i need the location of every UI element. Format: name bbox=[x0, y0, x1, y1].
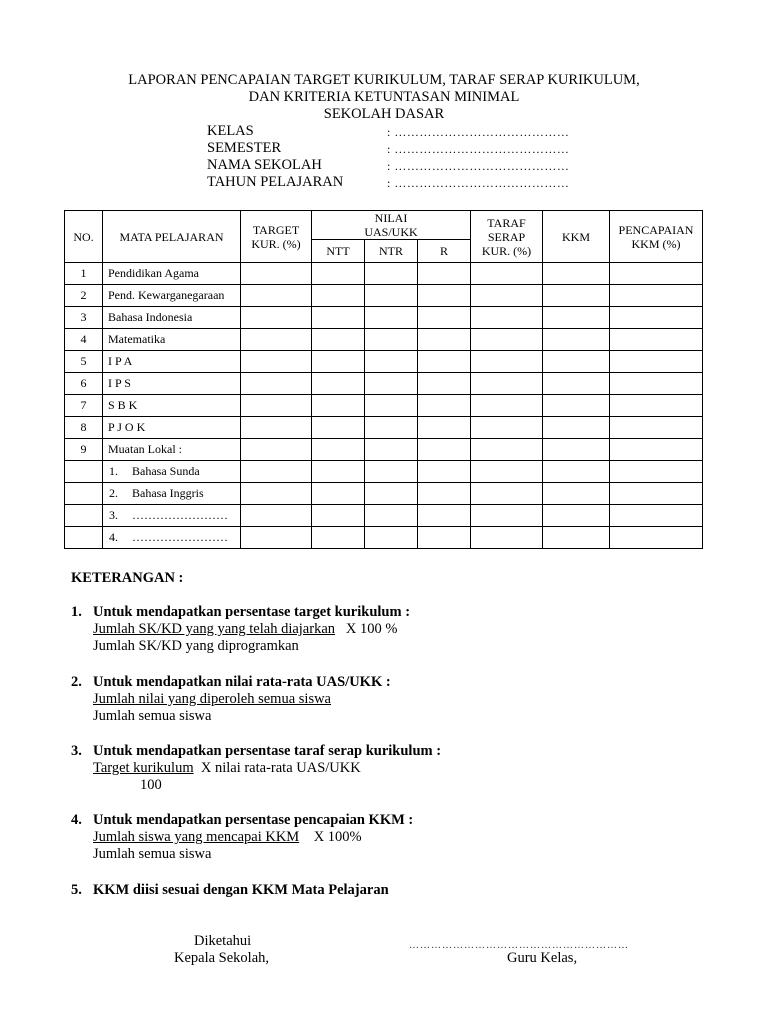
sub-subject: …………………… bbox=[132, 530, 228, 544]
entry-cell[interactable] bbox=[241, 439, 312, 461]
entry-cell[interactable] bbox=[365, 461, 418, 483]
entry-cell[interactable] bbox=[543, 351, 610, 373]
entry-cell[interactable] bbox=[418, 483, 471, 505]
entry-cell[interactable] bbox=[471, 461, 543, 483]
entry-cell[interactable] bbox=[610, 329, 703, 351]
field-label: KELAS bbox=[207, 123, 254, 139]
table-row bbox=[65, 307, 703, 329]
entry-cell[interactable] bbox=[312, 263, 365, 285]
entry-cell[interactable] bbox=[471, 527, 543, 549]
entry-cell[interactable] bbox=[543, 395, 610, 417]
row-subject: Pendidikan Agama bbox=[103, 263, 241, 285]
entry-cell[interactable] bbox=[365, 285, 418, 307]
entry-cell[interactable] bbox=[241, 417, 312, 439]
entry-cell[interactable] bbox=[365, 527, 418, 549]
entry-cell[interactable] bbox=[610, 373, 703, 395]
sig-kepala-sekolah: Kepala Sekolah, bbox=[174, 950, 270, 966]
entry-cell[interactable] bbox=[543, 263, 610, 285]
entry-cell[interactable] bbox=[312, 417, 365, 439]
table-subrow bbox=[65, 505, 703, 527]
entry-cell[interactable] bbox=[471, 395, 543, 417]
sub-number: 3. bbox=[109, 508, 118, 522]
row-subject: Matematika bbox=[103, 329, 241, 351]
achievement-table bbox=[64, 210, 703, 549]
entry-cell[interactable] bbox=[543, 417, 610, 439]
table-subrow bbox=[65, 483, 703, 505]
report-title-line-1: LAPORAN PENCAPAIAN TARGET KURIKULUM, TARAF SERAP KURIKULUM, bbox=[128, 72, 640, 88]
entry-cell[interactable] bbox=[610, 483, 703, 505]
entry-cell[interactable] bbox=[312, 483, 365, 505]
entry-cell[interactable] bbox=[241, 461, 312, 483]
header-target: TARGET KUR. (%) bbox=[241, 211, 312, 263]
entry-cell[interactable] bbox=[610, 395, 703, 417]
entry-cell[interactable] bbox=[543, 461, 610, 483]
row-subject: Pend. Kewarganegaraan bbox=[103, 285, 241, 307]
sig-diketahui: Diketahui bbox=[194, 933, 252, 949]
entry-cell[interactable] bbox=[241, 505, 312, 527]
entry-cell[interactable] bbox=[312, 527, 365, 549]
row-subject bbox=[103, 461, 241, 483]
entry-cell[interactable] bbox=[365, 263, 418, 285]
entry-cell[interactable] bbox=[543, 329, 610, 351]
header-r: R bbox=[418, 240, 471, 263]
notes-heading: KETERANGAN : bbox=[71, 570, 184, 586]
entry-cell[interactable] bbox=[418, 439, 471, 461]
entry-cell[interactable] bbox=[312, 285, 365, 307]
entry-cell[interactable] bbox=[418, 417, 471, 439]
entry-cell[interactable] bbox=[241, 263, 312, 285]
entry-cell[interactable] bbox=[543, 307, 610, 329]
table-row bbox=[65, 439, 703, 461]
entry-cell[interactable] bbox=[365, 439, 418, 461]
entry-cell[interactable] bbox=[365, 483, 418, 505]
entry-cell[interactable] bbox=[312, 461, 365, 483]
field-value-tahun-pelajaran[interactable]: : …………………………………… bbox=[387, 176, 570, 190]
table-row bbox=[65, 285, 703, 307]
field-value-kelas[interactable]: : …………………………………… bbox=[387, 125, 570, 139]
report-title-line-3: SEKOLAH DASAR bbox=[323, 106, 445, 122]
table-row bbox=[65, 395, 703, 417]
row-number bbox=[65, 505, 103, 527]
row-number bbox=[65, 483, 103, 505]
entry-cell[interactable] bbox=[418, 527, 471, 549]
entry-cell[interactable] bbox=[241, 395, 312, 417]
row-number: 3 bbox=[65, 307, 103, 329]
sub-number: 2. bbox=[109, 486, 118, 500]
sub-subject: …………………… bbox=[132, 508, 228, 522]
entry-cell[interactable] bbox=[471, 329, 543, 351]
entry-cell[interactable] bbox=[241, 527, 312, 549]
entry-cell[interactable] bbox=[610, 263, 703, 285]
entry-cell[interactable] bbox=[471, 439, 543, 461]
row-number: 4 bbox=[65, 329, 103, 351]
entry-cell[interactable] bbox=[241, 307, 312, 329]
entry-cell[interactable] bbox=[610, 439, 703, 461]
row-number bbox=[65, 461, 103, 483]
entry-cell[interactable] bbox=[365, 329, 418, 351]
sub-number: 4. bbox=[109, 530, 118, 544]
entry-cell[interactable] bbox=[312, 395, 365, 417]
entry-cell[interactable] bbox=[610, 351, 703, 373]
entry-cell[interactable] bbox=[610, 307, 703, 329]
entry-cell[interactable] bbox=[418, 461, 471, 483]
row-subject: I P A bbox=[103, 351, 241, 373]
entry-cell[interactable] bbox=[312, 329, 365, 351]
entry-cell[interactable] bbox=[471, 263, 543, 285]
entry-cell[interactable] bbox=[471, 483, 543, 505]
entry-cell[interactable] bbox=[418, 285, 471, 307]
entry-cell[interactable] bbox=[241, 285, 312, 307]
entry-cell[interactable] bbox=[610, 285, 703, 307]
row-subject: Muatan Lokal : bbox=[103, 439, 241, 461]
sig-guru-name-line[interactable]: …………………………………………………… bbox=[409, 940, 629, 951]
entry-cell[interactable] bbox=[543, 483, 610, 505]
entry-cell[interactable] bbox=[610, 417, 703, 439]
field-value-semester[interactable]: : …………………………………… bbox=[387, 142, 570, 156]
entry-cell[interactable] bbox=[471, 505, 543, 527]
entry-cell[interactable] bbox=[365, 351, 418, 373]
sub-number: 1. bbox=[109, 464, 118, 478]
header-subject: MATA PELAJARAN bbox=[103, 211, 241, 263]
row-number: 1 bbox=[65, 263, 103, 285]
header-nilai: NILAI UAS/UKK bbox=[312, 211, 471, 240]
table-row bbox=[65, 417, 703, 439]
entry-cell[interactable] bbox=[312, 307, 365, 329]
table-row bbox=[65, 373, 703, 395]
entry-cell[interactable] bbox=[418, 351, 471, 373]
row-number: 7 bbox=[65, 395, 103, 417]
row-subject: Bahasa Indonesia bbox=[103, 307, 241, 329]
table-row bbox=[65, 329, 703, 351]
sub-subject: Bahasa Sunda bbox=[132, 464, 200, 478]
row-number: 2 bbox=[65, 285, 103, 307]
row-subject bbox=[103, 483, 241, 505]
entry-cell[interactable] bbox=[610, 461, 703, 483]
entry-cell[interactable] bbox=[543, 285, 610, 307]
entry-cell[interactable] bbox=[543, 505, 610, 527]
entry-cell[interactable] bbox=[241, 351, 312, 373]
entry-cell[interactable] bbox=[241, 329, 312, 351]
table-row bbox=[65, 263, 703, 285]
entry-cell[interactable] bbox=[241, 373, 312, 395]
entry-cell[interactable] bbox=[365, 395, 418, 417]
table-subrow bbox=[65, 461, 703, 483]
header-ntr: NTR bbox=[365, 240, 418, 263]
entry-cell[interactable] bbox=[418, 329, 471, 351]
header-ntt: NTT bbox=[312, 240, 365, 263]
row-subject bbox=[103, 505, 241, 527]
entry-cell[interactable] bbox=[610, 505, 703, 527]
entry-cell[interactable] bbox=[418, 307, 471, 329]
entry-cell[interactable] bbox=[610, 527, 703, 549]
row-subject bbox=[103, 527, 241, 549]
entry-cell[interactable] bbox=[365, 307, 418, 329]
entry-cell[interactable] bbox=[312, 439, 365, 461]
row-subject: S B K bbox=[103, 395, 241, 417]
field-value-nama-sekolah[interactable]: : …………………………………… bbox=[387, 159, 570, 173]
table-subrow bbox=[65, 527, 703, 549]
row-subject: P J O K bbox=[103, 417, 241, 439]
header-pencapaian: PENCAPAIAN KKM (%) bbox=[610, 211, 703, 263]
report-title-line-2: DAN KRITERIA KETUNTASAN MINIMAL bbox=[248, 89, 520, 105]
row-number: 5 bbox=[65, 351, 103, 373]
entry-cell[interactable] bbox=[471, 373, 543, 395]
entry-cell[interactable] bbox=[471, 417, 543, 439]
row-number bbox=[65, 527, 103, 549]
entry-cell[interactable] bbox=[312, 505, 365, 527]
entry-cell[interactable] bbox=[543, 373, 610, 395]
sub-subject: Bahasa Inggris bbox=[132, 486, 204, 500]
sig-guru-kelas: Guru Kelas, bbox=[507, 950, 578, 966]
field-label: TAHUN PELAJARAN bbox=[207, 174, 344, 190]
table-row bbox=[65, 351, 703, 373]
entry-cell[interactable] bbox=[543, 439, 610, 461]
header-kkm: KKM bbox=[543, 211, 610, 263]
entry-cell[interactable] bbox=[241, 483, 312, 505]
row-number: 9 bbox=[65, 439, 103, 461]
entry-cell[interactable] bbox=[471, 285, 543, 307]
row-subject: I P S bbox=[103, 373, 241, 395]
entry-cell[interactable] bbox=[471, 351, 543, 373]
field-label: SEMESTER bbox=[207, 140, 282, 156]
row-number: 8 bbox=[65, 417, 103, 439]
entry-cell[interactable] bbox=[418, 263, 471, 285]
entry-cell[interactable] bbox=[543, 527, 610, 549]
entry-cell[interactable] bbox=[418, 505, 471, 527]
entry-cell[interactable] bbox=[312, 373, 365, 395]
entry-cell[interactable] bbox=[418, 373, 471, 395]
row-number: 6 bbox=[65, 373, 103, 395]
entry-cell[interactable] bbox=[365, 417, 418, 439]
entry-cell[interactable] bbox=[312, 351, 365, 373]
entry-cell[interactable] bbox=[365, 505, 418, 527]
entry-cell[interactable] bbox=[471, 307, 543, 329]
entry-cell[interactable] bbox=[365, 373, 418, 395]
entry-cell[interactable] bbox=[418, 395, 471, 417]
field-label: NAMA SEKOLAH bbox=[207, 157, 322, 173]
header-taraf-serap: TARAF SERAP KUR. (%) bbox=[471, 211, 543, 263]
header-no: NO. bbox=[65, 211, 103, 263]
